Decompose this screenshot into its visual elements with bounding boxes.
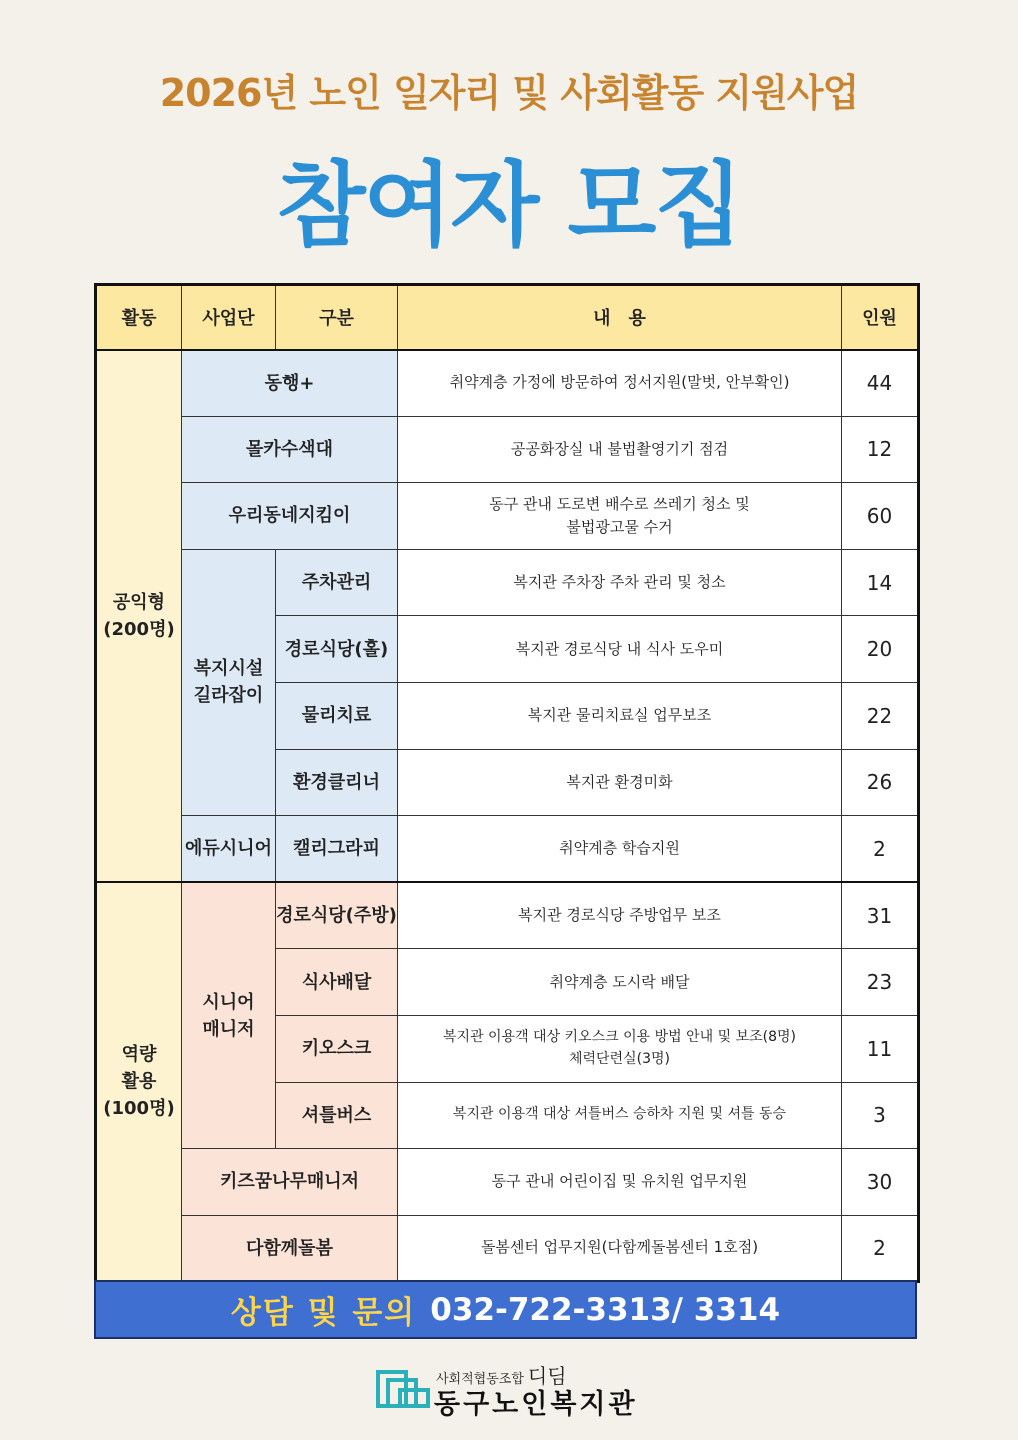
table-row: [96, 416, 919, 483]
program-name: 다함께돌봄: [182, 1215, 398, 1282]
program-desc: 복지관 환경미화: [398, 749, 842, 816]
program-count: 22: [842, 682, 919, 749]
program-desc: 취약계층 학습지원: [398, 816, 842, 883]
program-desc: [398, 1015, 842, 1082]
program-desc-line: 복지관 이용객 대상 키오스크 이용 방법 안내 및 보조(8명): [443, 1029, 796, 1046]
program-name: 경로식당(홀): [276, 616, 398, 683]
program-count: 14: [842, 549, 919, 616]
program-name: 우리동네지킴이: [182, 483, 398, 550]
unit-welfare-guide: [182, 549, 276, 815]
unit-senior-manager: [182, 882, 276, 1148]
table-header-row: [96, 285, 919, 350]
header-content: 내 용: [398, 285, 842, 350]
unit-welfare-line: 복지시설: [193, 658, 264, 680]
program-count: 23: [842, 949, 919, 1016]
organization-logo-block: [376, 1358, 656, 1418]
contact-bar: [94, 1280, 917, 1339]
table-row: [96, 882, 919, 949]
group-public-label: 공익형: [112, 591, 166, 613]
table-row: [96, 350, 919, 417]
program-desc: 돌봄센터 업무지원(다함께돌봄센터 1호점): [398, 1215, 842, 1282]
program-count: 11: [842, 1015, 919, 1082]
program-name: 키오스크: [276, 1015, 398, 1082]
program-name: 주차관리: [276, 549, 398, 616]
program-desc: 복지관 주차장 주차 관리 및 청소: [398, 549, 842, 616]
program-name: 물리치료: [276, 682, 398, 749]
program-count: 30: [842, 1149, 919, 1216]
program-count: 2: [842, 1215, 919, 1282]
group-public: [96, 350, 182, 883]
unit-senior-manager-line: 시니어: [202, 991, 255, 1013]
program-desc: 복지관 경로식당 주방업무 보조: [398, 882, 842, 949]
program-name: 동행+: [182, 350, 398, 417]
program-name: 식사배달: [276, 949, 398, 1016]
program-desc: 복지관 물리치료실 업무보조: [398, 682, 842, 749]
program-count: 20: [842, 616, 919, 683]
program-name: 환경클리너: [276, 749, 398, 816]
org-type: 사회적협동조합: [436, 1372, 524, 1387]
program-count: 2: [842, 816, 919, 883]
program-desc-line: 불법광고물 수거: [566, 517, 673, 536]
header-count: 인원: [842, 285, 919, 350]
recruitment-table: [94, 283, 920, 1283]
table-row: [96, 549, 919, 616]
org-name: 동구노인복지관: [434, 1389, 638, 1420]
table-row: [96, 1149, 919, 1216]
program-count: 31: [842, 882, 919, 949]
table-row: [96, 816, 919, 883]
unit-welfare-line: 길라잡이: [193, 685, 264, 707]
group-public-count: (200명): [103, 618, 175, 640]
header-unit: 사업단: [182, 285, 276, 350]
program-count: 44: [842, 350, 919, 417]
program-name: 캘리그라피: [276, 816, 398, 883]
program-name: 셔틀버스: [276, 1082, 398, 1149]
contact-label: 상담 및 문의: [230, 1295, 417, 1331]
program-name: 경로식당(주방): [276, 882, 398, 949]
program-desc: 복지관 이용객 대상 셔틀버스 승하차 지원 및 셔틀 동승: [398, 1082, 842, 1149]
program-desc: 동구 관내 어린이집 및 유치원 업무지원: [398, 1149, 842, 1216]
group-capacity-label: 역량: [121, 1044, 157, 1066]
group-capacity: [96, 882, 182, 1282]
didim-logo-icon: [376, 1370, 430, 1410]
program-desc-line: 동구 관내 도로변 배수로 쓰레기 청소 및: [489, 494, 750, 513]
program-count: 60: [842, 483, 919, 550]
group-capacity-label: 활용: [121, 1071, 157, 1093]
program-count: 3: [842, 1082, 919, 1149]
table-row: [96, 483, 919, 550]
program-desc: 취약계층 가정에 방문하여 정서지원(말벗, 안부확인): [398, 350, 842, 417]
program-name: 키즈꿈나무매니저: [182, 1149, 398, 1216]
program-desc: 복지관 경로식당 내 식사 도우미: [398, 616, 842, 683]
program-desc-line: 체력단련실(3명): [569, 1050, 670, 1067]
table-row: [96, 1215, 919, 1282]
program-count: 12: [842, 416, 919, 483]
program-desc: [398, 483, 842, 550]
program-desc: 취약계층 도시락 배달: [398, 949, 842, 1016]
header-category: 구분: [276, 285, 398, 350]
page-subtitle: 2026년 노인 일자리 및 사회활동 지원사업: [159, 71, 859, 115]
header-activity: 활동: [96, 285, 182, 350]
group-capacity-count: (100명): [103, 1098, 175, 1120]
page-title: 참여자 모집: [276, 152, 742, 259]
contact-phone[interactable]: 032-722-3313/ 3314: [430, 1291, 781, 1328]
unit-edu-senior: 에듀시니어: [182, 816, 276, 883]
program-desc: 공공화장실 내 불법촬영기기 점검: [398, 416, 842, 483]
org-brand: 디딤: [527, 1364, 567, 1388]
unit-senior-manager-line: 매니저: [202, 1018, 255, 1040]
program-name: 몰카수색대: [182, 416, 398, 483]
program-count: 26: [842, 749, 919, 816]
